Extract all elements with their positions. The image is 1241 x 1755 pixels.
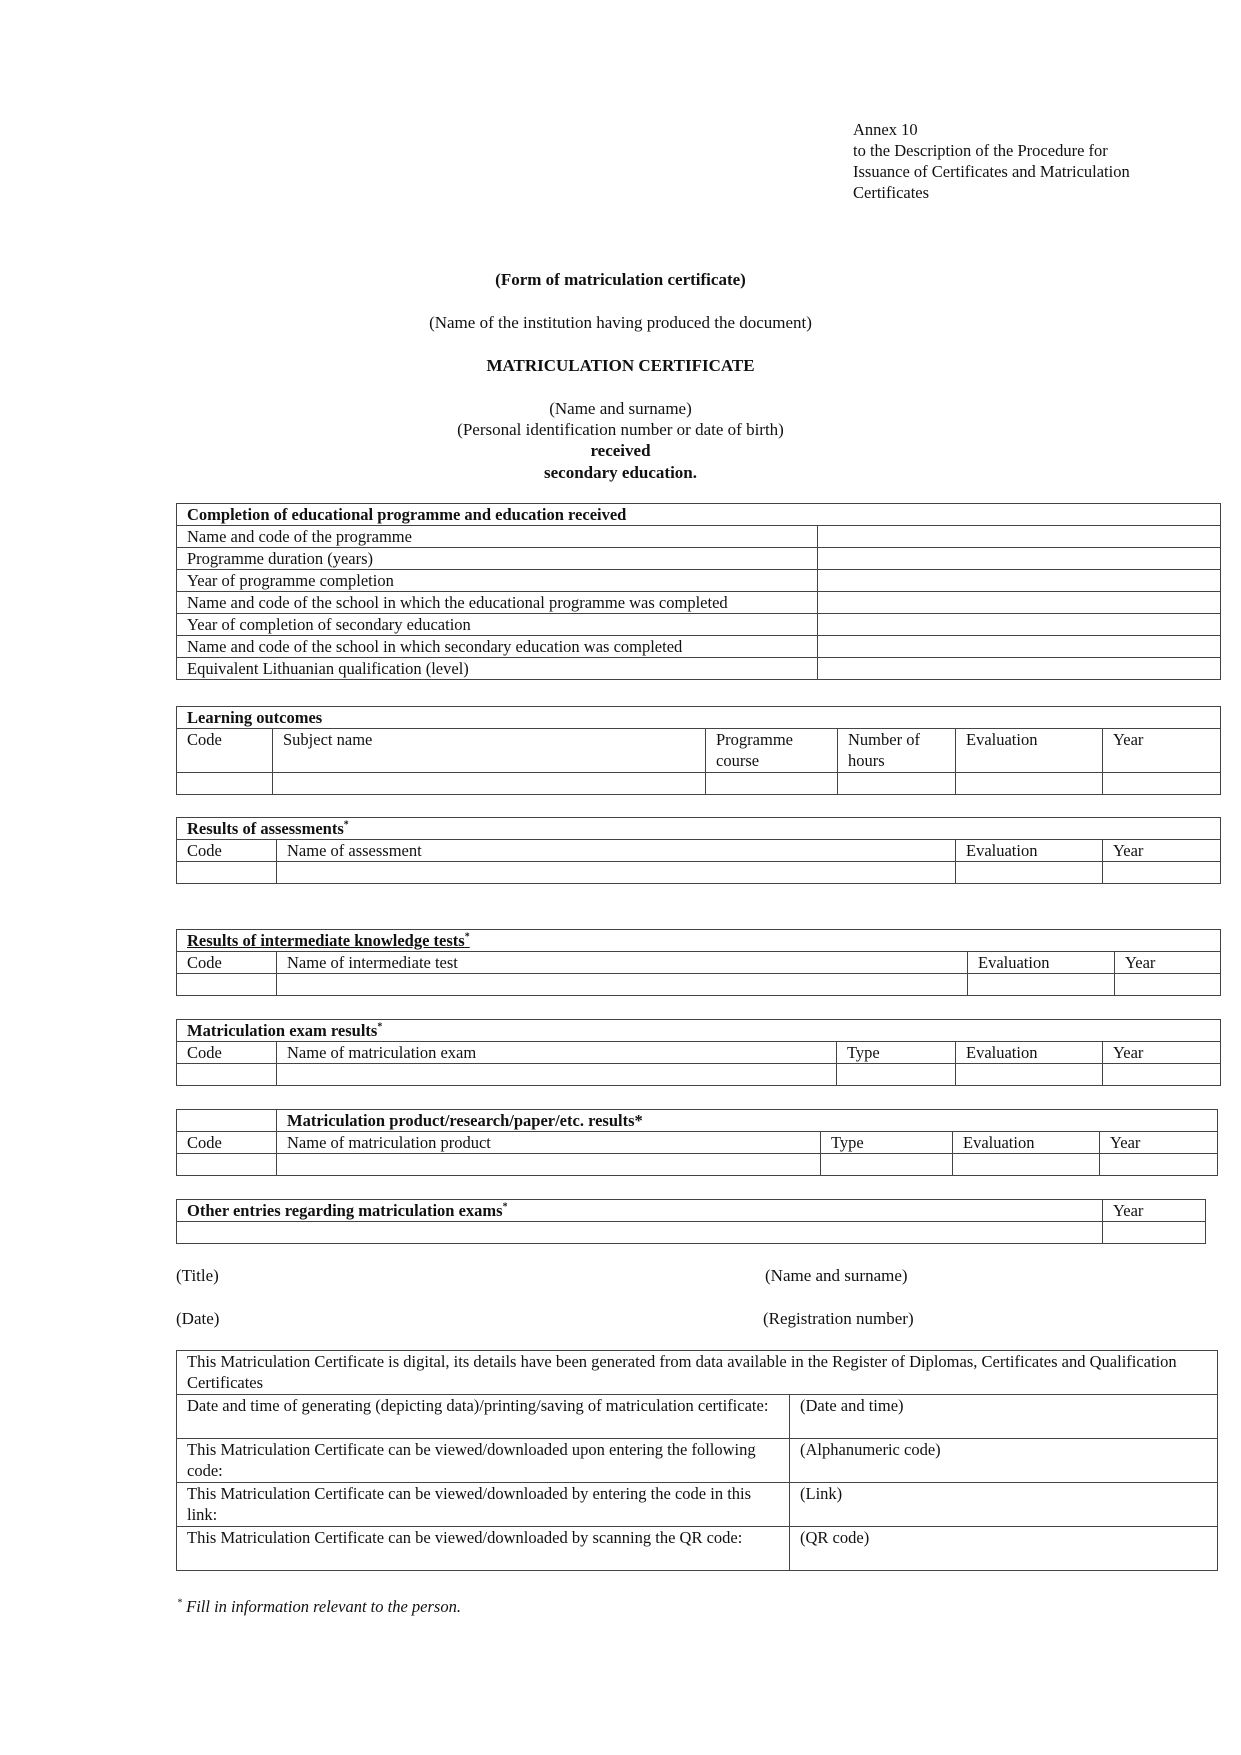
column-header: Code — [177, 729, 273, 773]
holder-id: (Personal identification number or date of birth) — [457, 420, 784, 439]
table-row-label: Name and code of the programme — [177, 526, 818, 548]
column-header: Subject name — [273, 729, 706, 773]
signer-title: (Title) — [176, 1266, 219, 1285]
asterisk-mark: * — [343, 819, 349, 831]
table-cell — [277, 1154, 821, 1176]
table-cell — [177, 1064, 277, 1086]
intermediate-title: Results of intermediate knowledge tests* — [177, 930, 1221, 952]
column-header: Programme course — [706, 729, 838, 773]
form-title: (Form of matriculation certificate) — [495, 270, 746, 289]
column-header: Year — [1103, 1042, 1221, 1064]
table-cell — [818, 526, 1221, 548]
signer-name: (Name and surname) — [765, 1266, 908, 1285]
table-cell: (QR code) — [790, 1527, 1218, 1571]
digital-info-table — [176, 1350, 1218, 1571]
institution-name: (Name of the institution having produced the document) — [429, 313, 812, 332]
annex-line: Issuance of Certificates and Matriculation — [853, 162, 1130, 181]
table-row-label: Equivalent Lithuanian qualification (level) — [177, 658, 818, 680]
column-header: Name of intermediate test — [277, 952, 968, 974]
table-cell — [956, 1064, 1103, 1086]
column-header: Evaluation — [956, 1042, 1103, 1064]
table-cell — [818, 614, 1221, 636]
column-header: Type — [821, 1132, 953, 1154]
table-cell — [838, 773, 956, 795]
learning-outcomes-table — [176, 706, 1221, 795]
exam-results-table — [176, 1019, 1221, 1086]
registration-number: (Registration number) — [763, 1309, 914, 1328]
column-header: Year — [1103, 1200, 1206, 1222]
table-cell — [818, 570, 1221, 592]
table-row-label: Year of programme completion — [177, 570, 818, 592]
table-cell — [277, 974, 968, 996]
table-cell — [953, 1154, 1100, 1176]
document-title: MATRICULATION CERTIFICATE — [486, 356, 755, 375]
table-row-label: This Matriculation Certificate can be viewed/downloaded by entering the code in this link: — [177, 1483, 790, 1527]
table-cell: (Alphanumeric code) — [790, 1439, 1218, 1483]
table-cell — [818, 548, 1221, 570]
table-row-label: Year of completion of secondary education — [177, 614, 818, 636]
table-cell — [818, 592, 1221, 614]
table-cell — [1100, 1154, 1218, 1176]
column-header: Year — [1100, 1132, 1218, 1154]
annex-line: to the Description of the Procedure for — [853, 141, 1108, 160]
assessments-table — [176, 817, 1221, 884]
table-cell — [837, 1064, 956, 1086]
table-cell — [177, 974, 277, 996]
table-cell: (Link) — [790, 1483, 1218, 1527]
learning-title: Learning outcomes — [177, 707, 1221, 729]
column-header: Year — [1103, 840, 1221, 862]
table-cell — [956, 862, 1103, 884]
table-cell — [1115, 974, 1221, 996]
table-cell — [277, 1064, 837, 1086]
column-header: Code — [177, 1042, 277, 1064]
table-cell — [818, 636, 1221, 658]
column-header: Name of matriculation product — [277, 1132, 821, 1154]
received-label: received — [590, 441, 651, 460]
column-header: Number of hours — [838, 729, 956, 773]
table-cell — [177, 1222, 1103, 1244]
table-cell — [1103, 773, 1221, 795]
other-entries-table — [176, 1199, 1206, 1244]
annex-line: Annex 10 — [853, 120, 918, 139]
column-header: Year — [1103, 729, 1221, 773]
column-header: Code — [177, 952, 277, 974]
column-header: Code — [177, 1132, 277, 1154]
table-cell — [277, 862, 956, 884]
column-header: Evaluation — [968, 952, 1115, 974]
annex-line: Certificates — [853, 183, 930, 202]
completion-title: Completion of educational programme and education received — [177, 504, 1221, 526]
table-row-label: Programme duration (years) — [177, 548, 818, 570]
product-title: Matriculation product/research/paper/etc. results* — [277, 1110, 1218, 1132]
column-header: Evaluation — [953, 1132, 1100, 1154]
column-header: Code — [177, 840, 277, 862]
table-cell — [1103, 1064, 1221, 1086]
table-row-label: Date and time of generating (depicting data)/printing/saving of matriculation certificate: — [177, 1395, 790, 1439]
footnote — [177, 1597, 461, 1617]
column-header: Evaluation — [956, 840, 1103, 862]
table-cell — [706, 773, 838, 795]
column-header: Name of assessment — [277, 840, 956, 862]
table-cell — [177, 773, 273, 795]
table-row-label: Name and code of the school in which secondary education was completed — [177, 636, 818, 658]
table-cell — [177, 1154, 277, 1176]
assessments-title: Results of assessments* — [177, 818, 1221, 840]
table-cell — [177, 1110, 277, 1132]
table-cell — [956, 773, 1103, 795]
table-cell — [1103, 862, 1221, 884]
asterisk-mark: * — [177, 1597, 182, 1609]
footnote-text: Fill in information relevant to the person. — [186, 1597, 461, 1616]
exams-title: Matriculation exam results* — [177, 1020, 1221, 1042]
holder-name: (Name and surname) — [549, 399, 692, 418]
table-cell — [273, 773, 706, 795]
education-label: secondary education. — [544, 463, 697, 482]
other-title: Other entries regarding matriculation exams* — [177, 1200, 1103, 1222]
asterisk-mark: * — [377, 1021, 383, 1033]
asterisk-mark: * — [502, 1201, 508, 1213]
column-header: Type — [837, 1042, 956, 1064]
asterisk-mark: * — [464, 931, 470, 943]
table-cell — [177, 862, 277, 884]
table-row-label: This Matriculation Certificate can be viewed/downloaded by scanning the QR code: — [177, 1527, 790, 1571]
column-header: Name of matriculation exam — [277, 1042, 837, 1064]
table-cell — [818, 658, 1221, 680]
table-cell — [821, 1154, 953, 1176]
table-cell — [968, 974, 1115, 996]
column-header: Year — [1115, 952, 1221, 974]
table-cell — [1103, 1222, 1206, 1244]
table-row-label: This Matriculation Certificate can be viewed/downloaded upon entering the following code: — [177, 1439, 790, 1483]
column-header: Evaluation — [956, 729, 1103, 773]
digital-intro: This Matriculation Certificate is digital, its details have been generated from data available in the Register of Diplomas, Certificates and Qualification Certificates — [177, 1351, 1218, 1395]
intermediate-tests-table — [176, 929, 1221, 996]
table-row-label: Name and code of the school in which the educational programme was completed — [177, 592, 818, 614]
table-cell: (Date and time) — [790, 1395, 1218, 1439]
product-results-table — [176, 1109, 1218, 1176]
annex-note — [853, 119, 1213, 203]
completion-table — [176, 503, 1221, 680]
issue-date: (Date) — [176, 1309, 220, 1328]
